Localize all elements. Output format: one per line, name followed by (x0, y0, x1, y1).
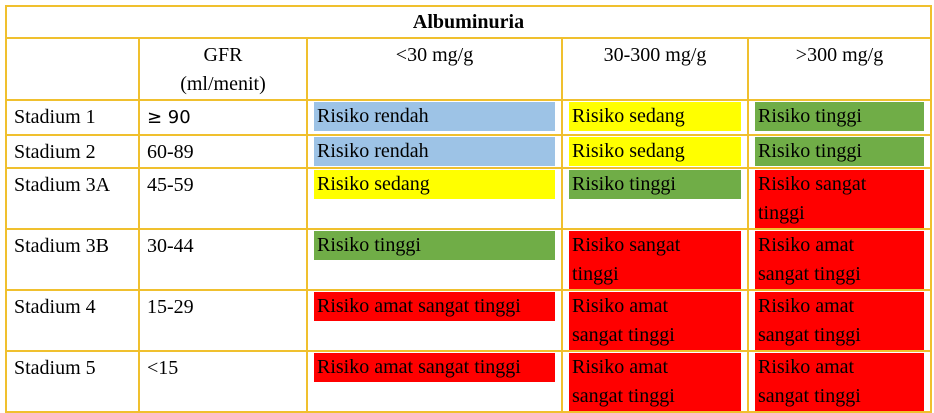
table-row (6, 168, 931, 229)
risk-label: Risiko amat sangat tinggi (755, 231, 924, 289)
risk-cell (562, 100, 748, 135)
risk-cell (562, 168, 748, 229)
table-row (6, 351, 931, 412)
risk-cell (562, 290, 748, 351)
risk-label: Risiko sangat tinggi (569, 231, 741, 289)
gfr-value: 15-29 (139, 290, 307, 351)
risk-cell (307, 229, 562, 290)
stage-label: Stadium 3B (6, 229, 139, 290)
risk-cell (748, 229, 931, 290)
risk-label: Risiko tinggi (755, 102, 924, 131)
risk-label: Risiko rendah (314, 102, 555, 131)
stage-label: Stadium 5 (6, 351, 139, 412)
risk-label: Risiko tinggi (314, 231, 555, 260)
risk-label: Risiko amat sangat tinggi (569, 292, 741, 350)
title-row (6, 6, 931, 38)
header-row (6, 38, 931, 100)
gfr-value: 30-44 (139, 229, 307, 290)
risk-cell (562, 351, 748, 412)
table-title: Albuminuria (6, 6, 931, 38)
risk-cell (307, 135, 562, 168)
header-albumin-mid: 30-300 mg/g (562, 38, 748, 100)
risk-cell (562, 229, 748, 290)
risk-label: Risiko sedang (569, 102, 741, 131)
risk-table (5, 5, 932, 413)
gfr-value: 45-59 (139, 168, 307, 229)
risk-cell (748, 290, 931, 351)
risk-cell (748, 100, 931, 135)
risk-label: Risiko amat sangat tinggi (314, 353, 555, 382)
stage-label: Stadium 3A (6, 168, 139, 229)
table-row (6, 100, 931, 135)
risk-cell (748, 168, 931, 229)
risk-label: Risiko amat sangat tinggi (314, 292, 555, 321)
header-albumin-low: <30 mg/g (307, 38, 562, 100)
risk-label: Risiko sangat tinggi (755, 170, 924, 228)
risk-label: Risiko tinggi (755, 137, 924, 166)
table-row (6, 229, 931, 290)
header-gfr: GFR (ml/menit) (139, 38, 307, 100)
risk-cell (307, 351, 562, 412)
stage-label: Stadium 2 (6, 135, 139, 168)
gfr-value (139, 100, 307, 135)
stage-label: Stadium 4 (6, 290, 139, 351)
risk-cell (307, 168, 562, 229)
risk-cell (307, 100, 562, 135)
risk-cell (748, 351, 931, 412)
header-albumin-high: >300 mg/g (748, 38, 931, 100)
risk-label: Risiko amat sangat tinggi (755, 292, 924, 350)
table-row (6, 135, 931, 168)
risk-cell (748, 135, 931, 168)
table-row (6, 290, 931, 351)
risk-label: Risiko sedang (314, 170, 555, 199)
risk-label: Risiko sedang (569, 137, 741, 166)
risk-label: Risiko rendah (314, 137, 555, 166)
gfr-value: <15 (139, 351, 307, 412)
risk-label: Risiko amat sangat tinggi (569, 353, 741, 411)
gfr-value-text: ≥ 90 (147, 107, 191, 128)
risk-cell (307, 290, 562, 351)
risk-cell (562, 135, 748, 168)
risk-label: Risiko amat sangat tinggi (755, 353, 924, 411)
header-blank (6, 38, 139, 100)
stage-label: Stadium 1 (6, 100, 139, 135)
gfr-value: 60-89 (139, 135, 307, 168)
risk-label: Risiko tinggi (569, 170, 741, 199)
